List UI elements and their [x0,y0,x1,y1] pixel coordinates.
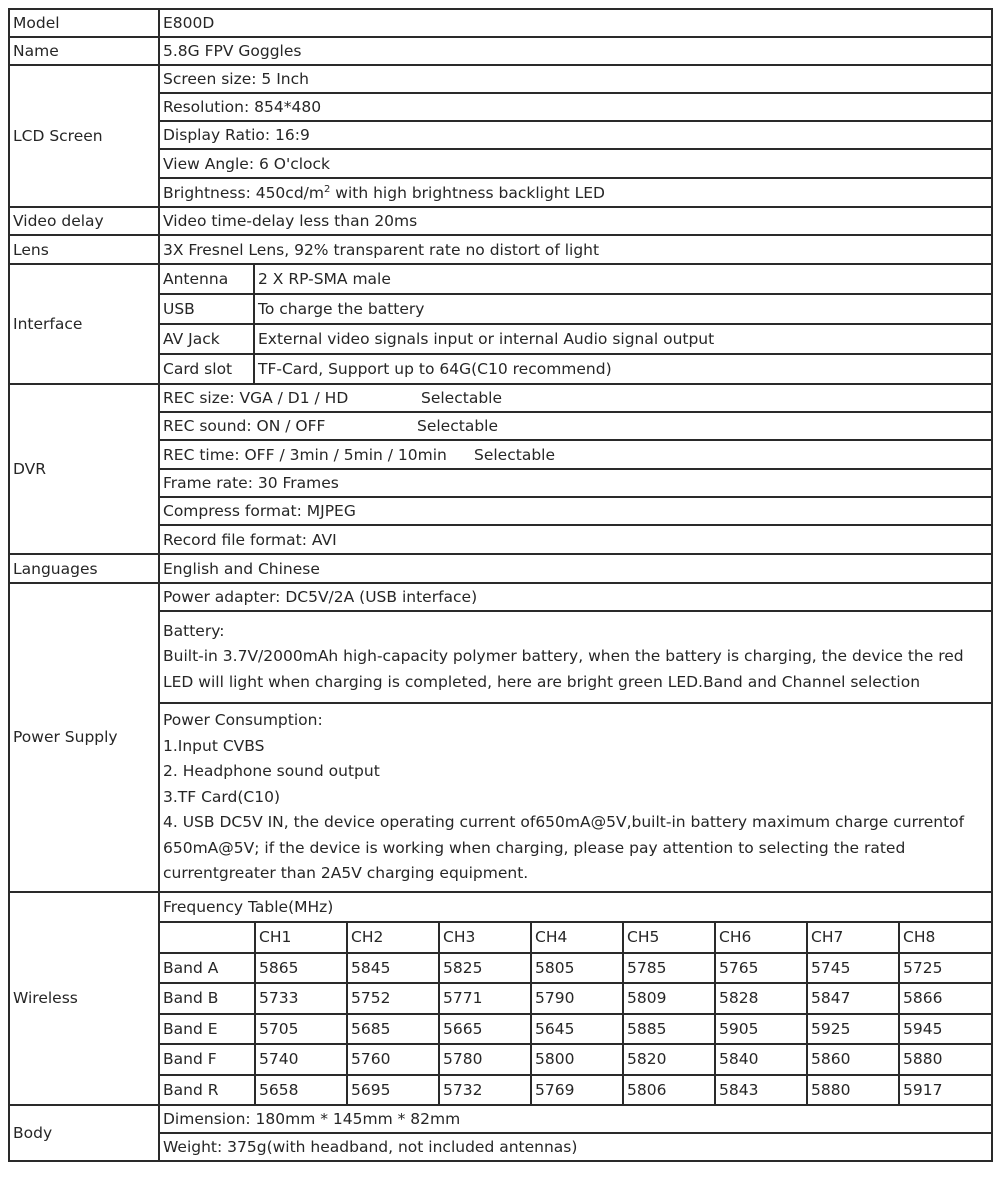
brightness-suffix: with high brightness backlight LED [330,183,605,202]
frequency-table-title-row [160,893,991,923]
body-label: Body [9,1105,159,1161]
band-name: Band F [160,1044,255,1075]
freq-cell: 5732 [439,1075,531,1105]
lcd-view-angle: View Angle: 6 O'clock [159,149,992,178]
lcd-screen-size: Screen size: 5 Inch [159,65,992,93]
dvr-rec-sound [159,412,992,440]
power-consumption [159,703,992,892]
spec-table [8,8,993,1162]
consumption-item: 3.TF Card(C10) [163,787,280,806]
freq-cell: 5740 [255,1044,347,1075]
channel-header: CH7 [807,922,899,953]
rec-sound-text: REC sound: ON / OFF [163,417,326,435]
lens-value: 3X Fresnel Lens, 92% transparent rate no distort of light [159,235,992,264]
freq-cell: 5845 [347,953,439,984]
freq-cell: 5847 [807,983,899,1014]
power-battery [159,611,992,703]
rec-time-option: Selectable [474,445,555,464]
lcd-brightness [159,178,992,207]
band-name: Band B [160,983,255,1014]
freq-cell: 5765 [715,953,807,984]
lcd-label: LCD Screen [9,65,159,207]
band-row [160,953,991,984]
interface-card-slot-label: Card slot [160,354,254,383]
freq-cell: 5745 [807,953,899,984]
model-value: E800D [159,9,992,37]
lcd-resolution: Resolution: 854*480 [159,93,992,121]
freq-cell: 5945 [899,1014,991,1045]
row-lens [9,235,992,264]
freq-cell: 5645 [531,1014,623,1045]
row-dvr [9,384,992,412]
freq-cell: 5752 [347,983,439,1014]
freq-cell: 5805 [531,953,623,984]
dvr-compress-format: Compress format: MJPEG [159,497,992,525]
row-languages [9,554,992,583]
interface-row [160,354,991,383]
frequency-table-title: Frequency Table(MHz) [163,897,334,916]
freq-cell: 5725 [899,953,991,984]
languages-label: Languages [9,554,159,583]
power-adapter: Power adapter: DC5V/2A (USB interface) [159,583,992,611]
freq-cell: 5809 [623,983,715,1014]
band-name: Band R [160,1075,255,1105]
lcd-display-ratio: Display Ratio: 16:9 [159,121,992,149]
freq-cell: 5865 [255,953,347,984]
freq-cell: 5880 [899,1044,991,1075]
freq-cell: 5685 [347,1014,439,1045]
body-dimension: Dimension: 180mm * 145mm * 82mm [159,1105,992,1133]
row-body [9,1105,992,1133]
name-label: Name [9,37,159,65]
freq-cell: 5665 [439,1014,531,1045]
freq-cell: 5800 [531,1044,623,1075]
freq-cell: 5760 [347,1044,439,1075]
row-interface [9,264,992,384]
freq-cell: 5790 [531,983,623,1014]
band-row [160,1014,991,1045]
freq-cell: 5705 [255,1014,347,1045]
interface-row [160,265,991,294]
row-wireless [9,892,992,1106]
rec-size-option: Selectable [421,389,502,407]
interface-usb-value: To charge the battery [254,294,991,324]
freq-cell: 5917 [899,1075,991,1105]
freq-cell: 5806 [623,1075,715,1105]
row-name [9,37,992,65]
consumption-item: 4. USB DC5V IN, the device operating current of650mA@5V,built-in battery maximum charge currentof 650mA@5V; if the device is working when charging, please pay attention to selecting the rated currentgreater than 2A5V charging equipment. [163,813,965,882]
freq-cell: 5780 [439,1044,531,1075]
dvr-rec-size [159,384,992,412]
dvr-frame-rate: Frame rate: 30 Frames [159,469,992,497]
row-lcd [9,65,992,93]
video-delay-value: Video time-delay less than 20ms [159,207,992,235]
frequency-corner [160,922,255,953]
freq-cell: 5785 [623,953,715,984]
battery-title: Battery: [163,621,225,640]
brightness-prefix: Brightness: 450cd/m [163,183,324,202]
name-value: 5.8G FPV Goggles [159,37,992,65]
interface-card-slot-value: TF-Card, Support up to 64G(C10 recommend) [254,354,991,383]
freq-cell: 5771 [439,983,531,1014]
rec-time-text: REC time: OFF / 3min / 5min / 10min [163,445,447,464]
interface-antenna-value: 2 X RP-SMA male [258,270,391,288]
freq-cell: 5860 [807,1044,899,1075]
channel-header: CH8 [899,922,991,953]
dvr-rec-time [159,440,992,469]
channel-header: CH6 [715,922,807,953]
consumption-title: Power Consumption: [163,711,323,729]
rec-sound-option: Selectable [417,417,498,435]
power-label: Power Supply [9,583,159,892]
freq-cell: 5820 [623,1044,715,1075]
row-power [9,583,992,611]
freq-cell: 5769 [531,1075,623,1105]
wireless-label: Wireless [9,892,159,1106]
interface-row [160,294,991,324]
body-weight: Weight: 375g(with headband, not included antennas) [159,1133,992,1161]
band-row [160,1044,991,1075]
interface-row [160,324,991,354]
row-model [9,9,992,37]
freq-cell: 5866 [899,983,991,1014]
freq-cell: 5880 [807,1075,899,1105]
band-row [160,983,991,1014]
freq-cell: 5840 [715,1044,807,1075]
interface-cell [159,264,992,384]
consumption-item: 2. Headphone sound output [163,762,380,780]
interface-antenna-label: Antenna [160,265,254,294]
band-row [160,1075,991,1105]
channel-header: CH5 [623,922,715,953]
brightness-sup: 2 [323,183,331,195]
freq-cell: 5828 [715,983,807,1014]
freq-cell: 5658 [255,1075,347,1105]
band-name: Band A [160,953,255,984]
interface-av-jack-value: External video signals input or internal Audio signal output [254,324,991,354]
interface-table [160,265,991,383]
freq-cell: 5843 [715,1075,807,1105]
interface-av-jack-label: AV Jack [160,324,254,354]
dvr-label: DVR [9,384,159,554]
interface-label: Interface [9,264,159,384]
channel-header: CH3 [439,922,531,953]
frequency-header-row [160,922,991,953]
channel-header: CH4 [531,922,623,953]
wireless-cell [159,892,992,1106]
band-name: Band E [160,1014,255,1045]
lens-label: Lens [9,235,159,264]
battery-text: Built-in 3.7V/2000mAh high-capacity polymer battery, when the battery is charging, the device the red LED will light when charging is completed, here are bright green LED.Band and Channel selection [163,647,964,691]
channel-header: CH1 [255,922,347,953]
interface-usb-label: USB [160,294,254,324]
channel-header: CH2 [347,922,439,953]
rec-size-text: REC size: VGA / D1 / HD [163,389,349,407]
model-label: Model [9,9,159,37]
consumption-item: 1.Input CVBS [163,736,265,755]
freq-cell: 5925 [807,1014,899,1045]
freq-cell: 5825 [439,953,531,984]
row-video-delay [9,207,992,235]
freq-cell: 5695 [347,1075,439,1105]
freq-cell: 5885 [623,1014,715,1045]
frequency-table [160,893,991,1105]
freq-cell: 5733 [255,983,347,1014]
video-delay-label: Video delay [9,207,159,235]
freq-cell: 5905 [715,1014,807,1045]
dvr-record-file-format: Record file format: AVI [159,525,992,554]
languages-value: English and Chinese [159,554,992,583]
